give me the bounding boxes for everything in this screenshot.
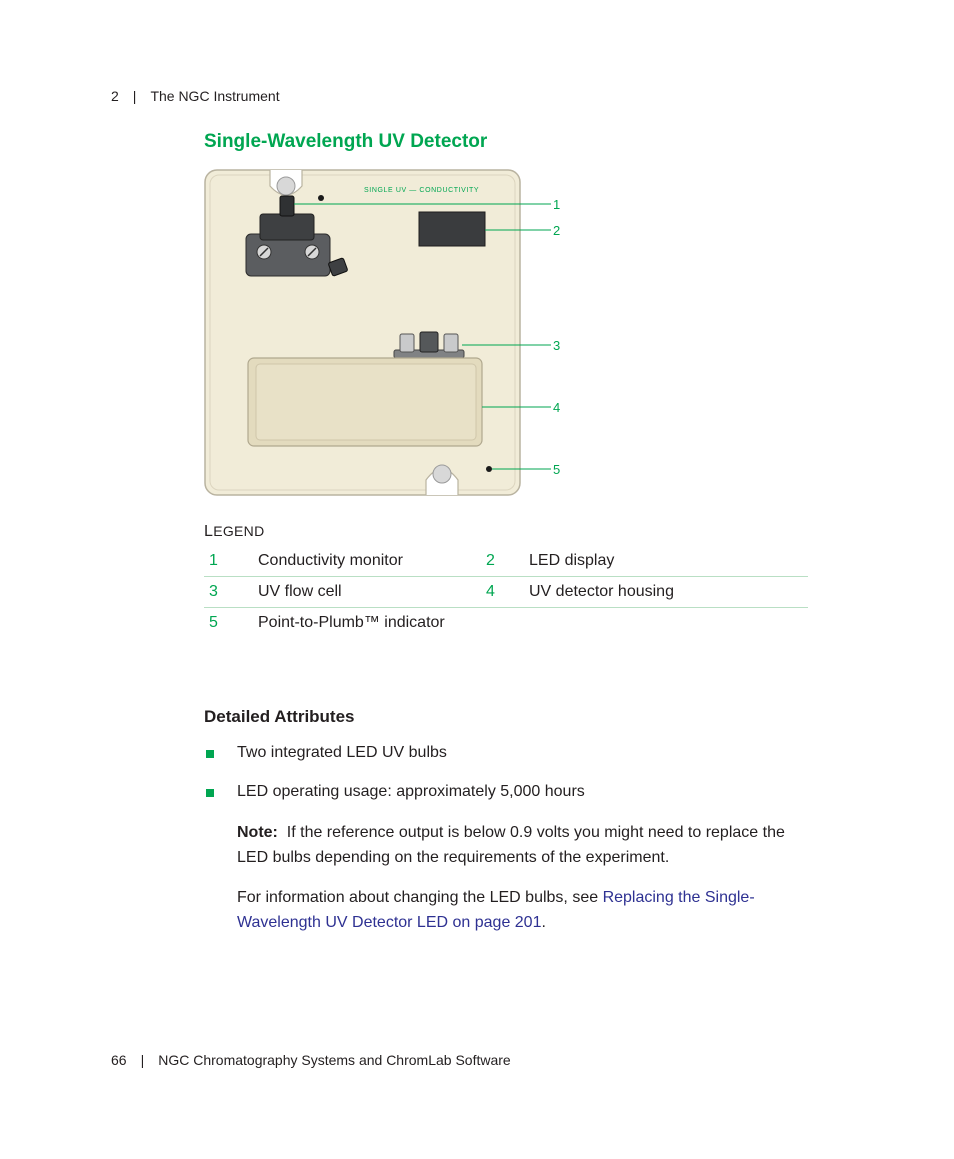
detector-illustration bbox=[204, 168, 564, 498]
footer-page-number: 66 bbox=[111, 1052, 127, 1068]
note-label: Note: bbox=[237, 824, 278, 841]
callout-2: 2 bbox=[553, 223, 561, 238]
legend-number: 5 bbox=[209, 614, 218, 631]
legend-label: LED display bbox=[529, 546, 808, 577]
footer-title: NGC Chromatography Systems and ChromLab Software bbox=[158, 1052, 511, 1068]
legend-table bbox=[204, 546, 808, 638]
legend-label: Conductivity monitor bbox=[258, 546, 486, 577]
bullet-square-icon bbox=[206, 750, 214, 758]
legend-row bbox=[204, 577, 808, 608]
running-header bbox=[111, 88, 280, 104]
header-page-number: 2 bbox=[111, 88, 119, 104]
info-paragraph: For information about changing the LED bulbs, see Replacing the Single-Wavelength UV Detector LED on page 201. bbox=[237, 889, 755, 931]
led-display bbox=[419, 212, 485, 246]
legend-label: UV flow cell bbox=[258, 577, 486, 608]
callout-3: 3 bbox=[553, 338, 561, 353]
running-footer bbox=[111, 1052, 511, 1068]
point-to-plumb-indicator bbox=[486, 466, 492, 472]
section-title: Single-Wavelength UV Detector bbox=[204, 131, 488, 152]
footer-separator: | bbox=[140, 1052, 145, 1068]
panel-label: SINGLE UV — CONDUCTIVITY bbox=[364, 187, 480, 194]
callout-1: 1 bbox=[553, 197, 561, 212]
detector-figure bbox=[204, 168, 564, 498]
note-text: If the reference output is below 0.9 volts you might need to replace the LED bulbs depending on the requirements of the experiment. bbox=[237, 824, 785, 866]
legend-row bbox=[204, 608, 808, 639]
callout-4: 4 bbox=[553, 400, 561, 415]
legend-row bbox=[204, 546, 808, 577]
header-separator: | bbox=[132, 88, 137, 104]
legend-label: Point-to-Plumb™ indicator bbox=[258, 614, 445, 631]
header-chapter: The NGC Instrument bbox=[150, 88, 280, 104]
legend-number: 2 bbox=[486, 546, 529, 577]
replacing-led-link[interactable]: Replacing the Single-Wavelength UV Detector LED on page 201 bbox=[237, 889, 755, 931]
bullet-square-icon bbox=[206, 789, 214, 797]
note-paragraph bbox=[237, 820, 812, 870]
legend-number: 3 bbox=[204, 577, 258, 608]
legend-number: 4 bbox=[486, 577, 529, 608]
attributes-heading: Detailed Attributes bbox=[204, 707, 355, 726]
legend-number: 1 bbox=[204, 546, 258, 577]
legend-label: UV detector housing bbox=[529, 577, 808, 608]
legend-title: LEGEND bbox=[204, 523, 265, 540]
callout-5: 5 bbox=[553, 462, 561, 477]
